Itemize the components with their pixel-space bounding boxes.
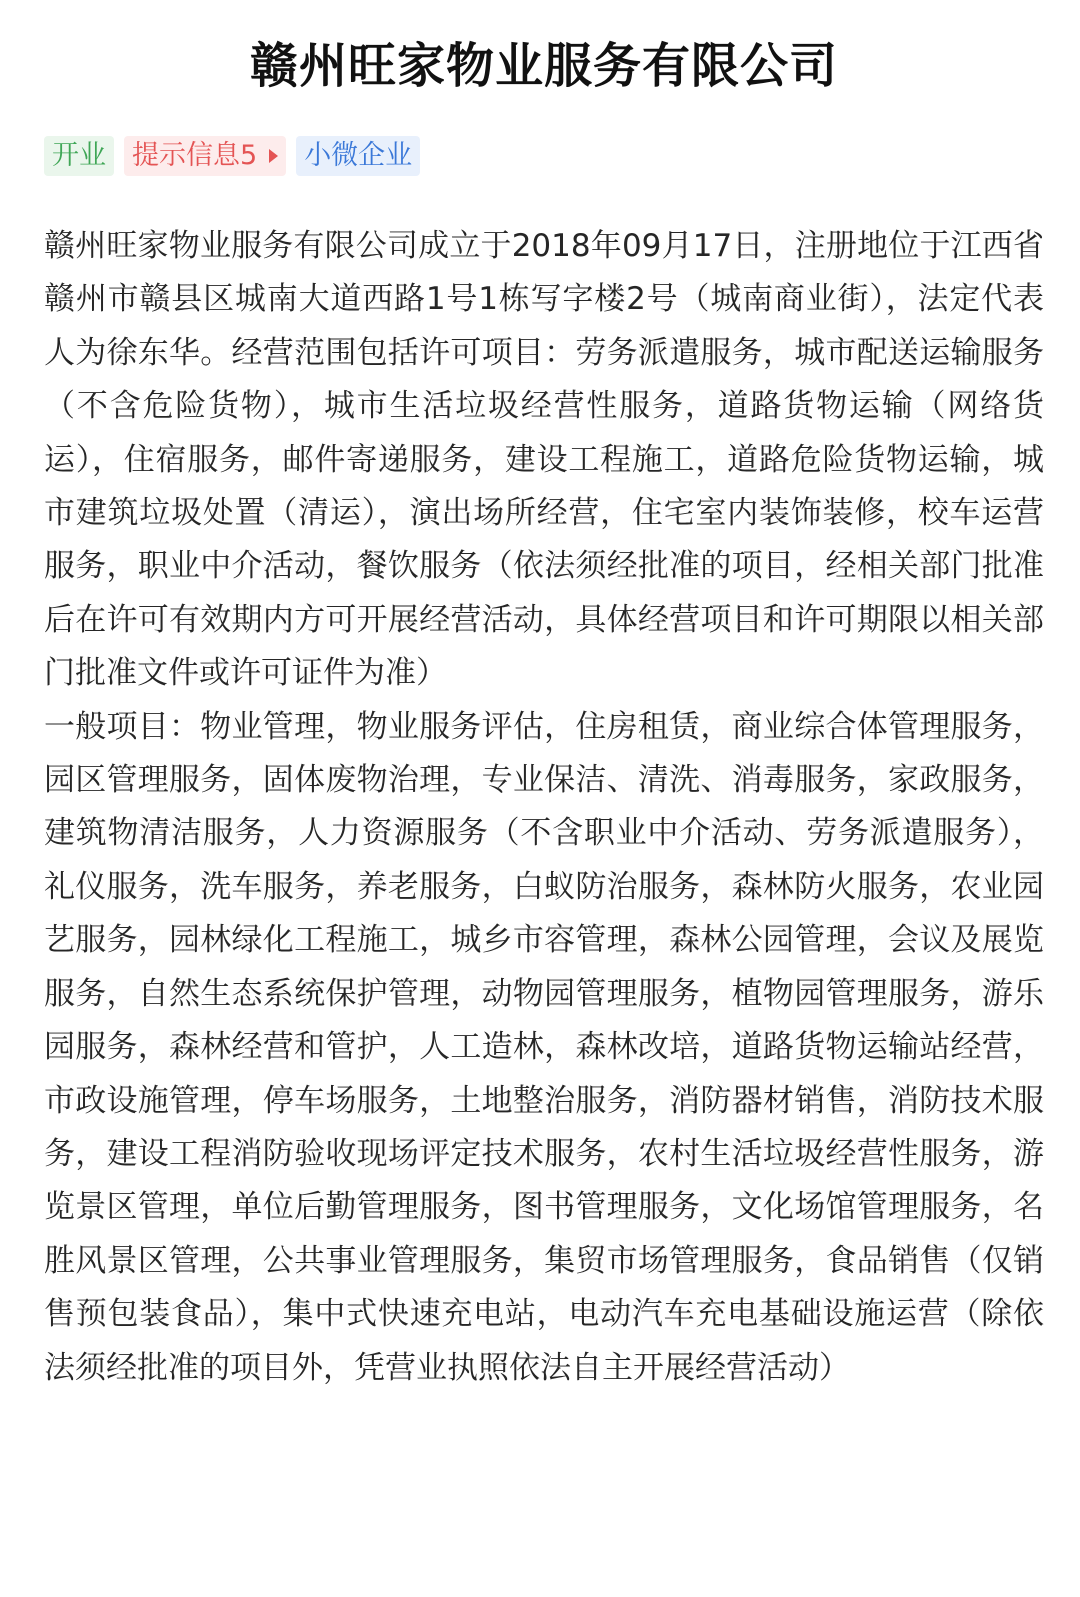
company-scale-label: 小微企业 — [304, 140, 413, 171]
company-name: 赣州旺家物业服务有限公司 — [249, 38, 838, 94]
status-tag — [44, 136, 114, 176]
status-tag-label: 开业 — [52, 140, 106, 171]
description-general-items: 一般项目：物业管理，物业服务评估，住房租赁，商业综合体管理服务，园区管理服务，固体废物治理，专业保洁、清洗、消毒服务，家政服务，建筑物清洁服务，人力资源服务（不含职业中介活动、劳务派遣服务），礼仪服务，洗车服务，养老服务，白蚁防治服务，森林防火服务，农业园艺服务，园林绿化工程施工，城乡市容管理，森林公园管理，会议及展览服务，自然生态系统保护管理，动物园管理服务，植物园管理服务，游乐园服务，森林经营和管护，人工造林，森林改培，道路货物运输站经营，市政设施管理，停车场服务，土地整治服务，消防器材销售，消防技术服务，建设工程消防验收现场评定技术服务，农村生活垃圾经营性服务，游览景区管理，单位后勤管理服务，图书管理服务，文化场馆管理服务，名胜风景区管理，公共事业管理服务，集贸市场管理服务，食品销售（仅销售预包装食品），集中式快速充电站，电动汽车充电基础设施运营（除依法须经批准的项目外，凭营业执照依法自主开展经营活动） — [44, 708, 1044, 1386]
chevron-right-icon — [269, 149, 278, 163]
company-scale-tag — [296, 136, 420, 176]
warning-info-label: 提示信息5 — [132, 140, 258, 171]
tag-row — [44, 136, 1044, 176]
warning-info-tag[interactable] — [124, 136, 286, 176]
description-intro: 赣州旺家物业服务有限公司成立于2018年09月17日，注册地位于江西省赣州市赣县区城南大道西路1号1栋写字楼2号（城南商业街），法定代表人为徐东华。经营范围包括许可项目：劳务派遣服务，城市配送运输服务（不含危险货物），城市生活垃圾经营性服务，道路货物运输（网络货运），住宿服务，邮件寄递服务，建设工程施工，道路危险货物运输，城市建筑垃圾处置（清运），演出场所经营，住宅室内装饰装修，校车运营服务，职业中介活动，餐饮服务（依法须经批准的项目，经相关部门批准后在许可有效期内方可开展经营活动，具体经营项目和许可期限以相关部门批准文件或许可证件为准） — [44, 228, 1044, 692]
business-description — [44, 220, 1044, 1395]
